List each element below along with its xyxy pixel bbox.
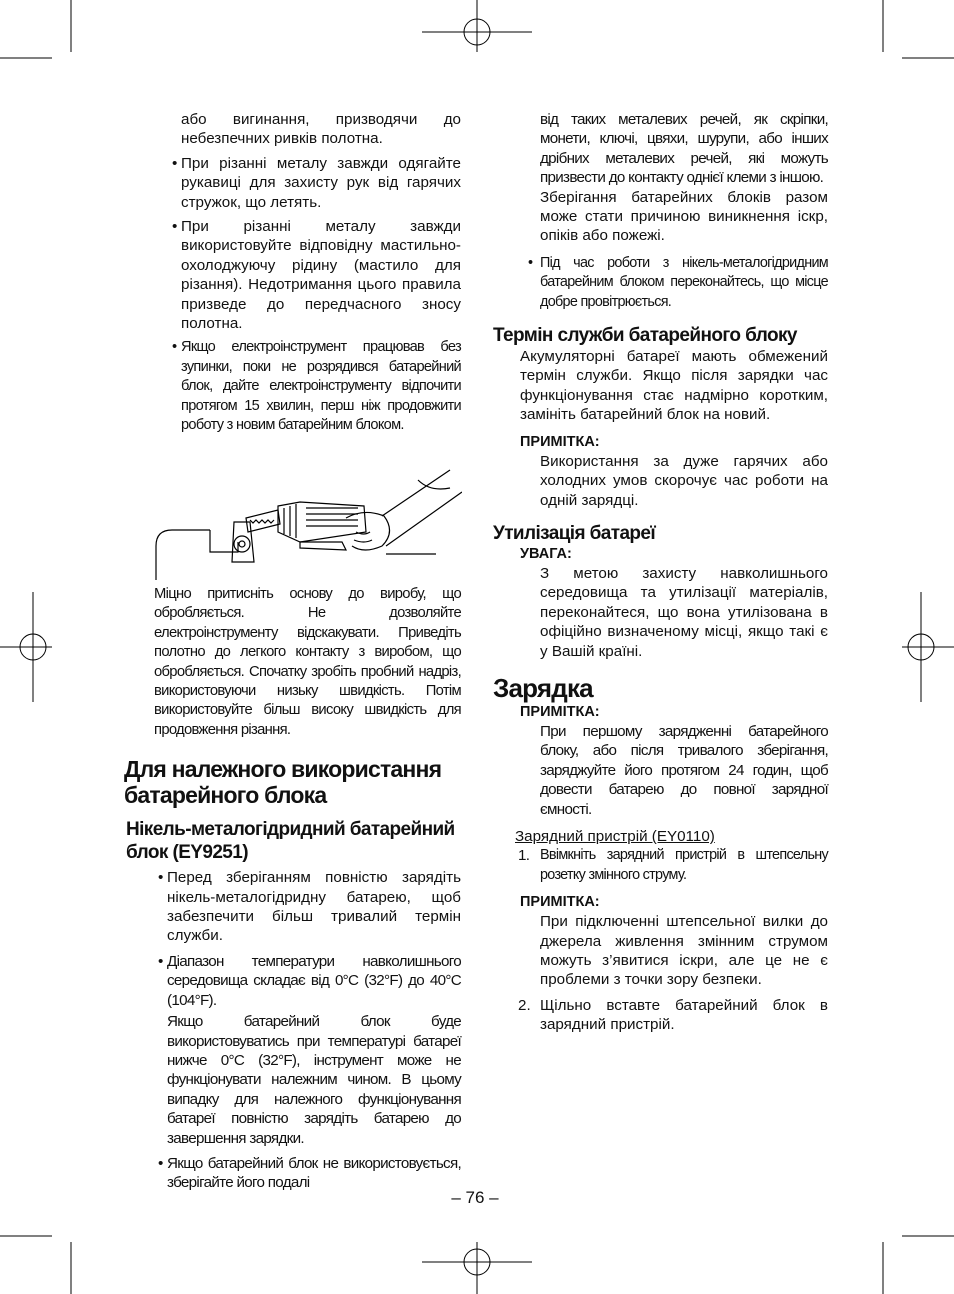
bullet-charge-before-storage bbox=[120, 868, 461, 946]
charging-title: Зарядка bbox=[493, 672, 593, 703]
continued-text: або вигинання, призводячи до небезпечних ривків полотна. bbox=[181, 111, 461, 148]
disposal-title: Утилізація батареї bbox=[493, 522, 656, 544]
note-label: ПРИМІТКА: bbox=[520, 703, 600, 720]
step-text: Щільно вставте батарейний блок в зарядний пристрій. bbox=[540, 996, 828, 1034]
left-column bbox=[120, 110, 461, 436]
bullet-mark: • bbox=[172, 218, 178, 236]
section-title: Для належного використання батарейного блока bbox=[124, 756, 442, 809]
plug-note: При підключенні штепсельної вилки до джерела живлення змінним струмом можуть з’явитися іскри, але це не є проблеми з точки зору безпеки. bbox=[540, 913, 828, 989]
battery-life-text: Акумуляторні батареї мають обмежений термін служби. Якщо після зарядки час функціонування стає надмірно коротким, замініть батарейний блок на новий. bbox=[520, 348, 828, 424]
bullet-lubricant bbox=[120, 217, 461, 333]
step-text: Ввімкніть зарядний пристрій в штепсельну розетку змінного струму. bbox=[540, 847, 828, 883]
step-1 bbox=[493, 846, 828, 885]
sub-title: Нікель-металогідридний батарейний блок (EY9251) bbox=[126, 819, 455, 864]
bullet-storage bbox=[120, 1154, 461, 1193]
bullet-text: Якщо електроінструмент працював без зупинки, поки не розрядився батарейний блок, дайте електроінструменту відпочити протягом 15 хвилин, перш ніж продовжити роботу з новим батарейним блоком. bbox=[181, 339, 461, 434]
bullet-ventilation bbox=[493, 254, 828, 312]
bullet-text: При різанні металу завжди одягайте рукавиці для захисту рук від гарячих стружок, що летять. bbox=[181, 154, 461, 211]
bullet-text: Якщо батарейний блок не використовується, зберігайте його подалі bbox=[167, 1154, 461, 1192]
bullet-temperature bbox=[120, 952, 461, 1148]
step-2 bbox=[493, 996, 828, 1035]
bullet-mark: • bbox=[172, 154, 178, 172]
bullet-text: Діапазон температури навколишнього середовища складає від 0°C (32°F) до 40°C (104°F). bbox=[167, 952, 461, 1009]
bullet-mark: • bbox=[158, 1154, 164, 1172]
bullet-mark: • bbox=[172, 339, 177, 356]
charger-model-heading: Зарядний пристрій (EY0110) bbox=[515, 827, 715, 845]
bullet-gloves bbox=[120, 154, 461, 212]
bullet-text: Перед зберіганням повністю зарядіть нікель-металогідридну батарею, щоб забезпечити більш тривалий термін служби. bbox=[167, 869, 461, 945]
bullet-mark: • bbox=[528, 254, 533, 271]
note-label: ПРИМІТКА: bbox=[520, 894, 600, 911]
right-column bbox=[493, 110, 828, 1035]
battery-life-title: Термін служби батарейного блоку bbox=[493, 325, 797, 347]
battery-life-note: Використання за дуже гарячих або холодних умов скорочує час роботи на одній зарядці. bbox=[540, 452, 828, 509]
caution-label: УВАГА: bbox=[520, 545, 572, 562]
bullet-text: Під час роботи з нікель-металогідридним батарейним блоком переконайтесь, що місце добре провітрюється. bbox=[540, 254, 828, 310]
charging-note: При першому зарядженні батарейного блоку, або після тривалого зберігання, заряджуйте його протягом 24 годин, щоб довести батарею до повної зарядної ємності. bbox=[540, 722, 828, 818]
bullet-mark: • bbox=[158, 952, 164, 970]
step-number: 2. bbox=[518, 996, 531, 1014]
continued-text: від таких металевих речей, як скріпки, монети, ключі, цвяхи, шурупи, або інших дрібних металевих речей, які можуть призвести до контакту однієї клеми з іншою. bbox=[540, 111, 828, 187]
storage-warning: Зберігання батарейних блоків разом може стати причиною виникнення іскр, опіків або пожежі. bbox=[540, 188, 828, 245]
bullet-text: При різанні металу завжди використовуйте відповідну мастильно-охолоджуючу рідину (мастило для різання). Недотримання цього правила призведе до передчасного зносу полотна. bbox=[181, 218, 461, 333]
temperature-continued: Якщо батарейний блок буде використовуватись при температурі батареї нижче 0°C (32°F), інструмент може не функціонувати належним чином. В цьому випадку для належного функціонування батареї повністю зарядіть батарею до завершення зарядки. bbox=[167, 1013, 461, 1147]
illustration-caption: Міцно притисніть основу до виробу, що обробляється. Не дозволяйте електроінструменту відскакувати. Приведіть полотно до легкого контакту з виробом, що обробляється. Спочатку зробіть пробний надріз, використовуючи низьку швидкість. Потім використовуйте більш високу швидкість для продовження різання. bbox=[154, 586, 461, 738]
bullet-rest bbox=[120, 338, 461, 435]
page-number: – 76 – bbox=[451, 1188, 499, 1207]
step-number: 1. bbox=[518, 847, 530, 865]
bullet-mark: • bbox=[158, 869, 164, 887]
disposal-text: З метою захисту навколишнього середовища та утилізації матеріалів, переконайтеся, що вона утилізована в офіційно визначеному місці, якщо такі є у Вашій країні. bbox=[540, 564, 828, 660]
saw-illustration bbox=[150, 462, 462, 584]
note-label: ПРИМІТКА: bbox=[520, 433, 600, 450]
left-column-lower bbox=[120, 585, 461, 1193]
